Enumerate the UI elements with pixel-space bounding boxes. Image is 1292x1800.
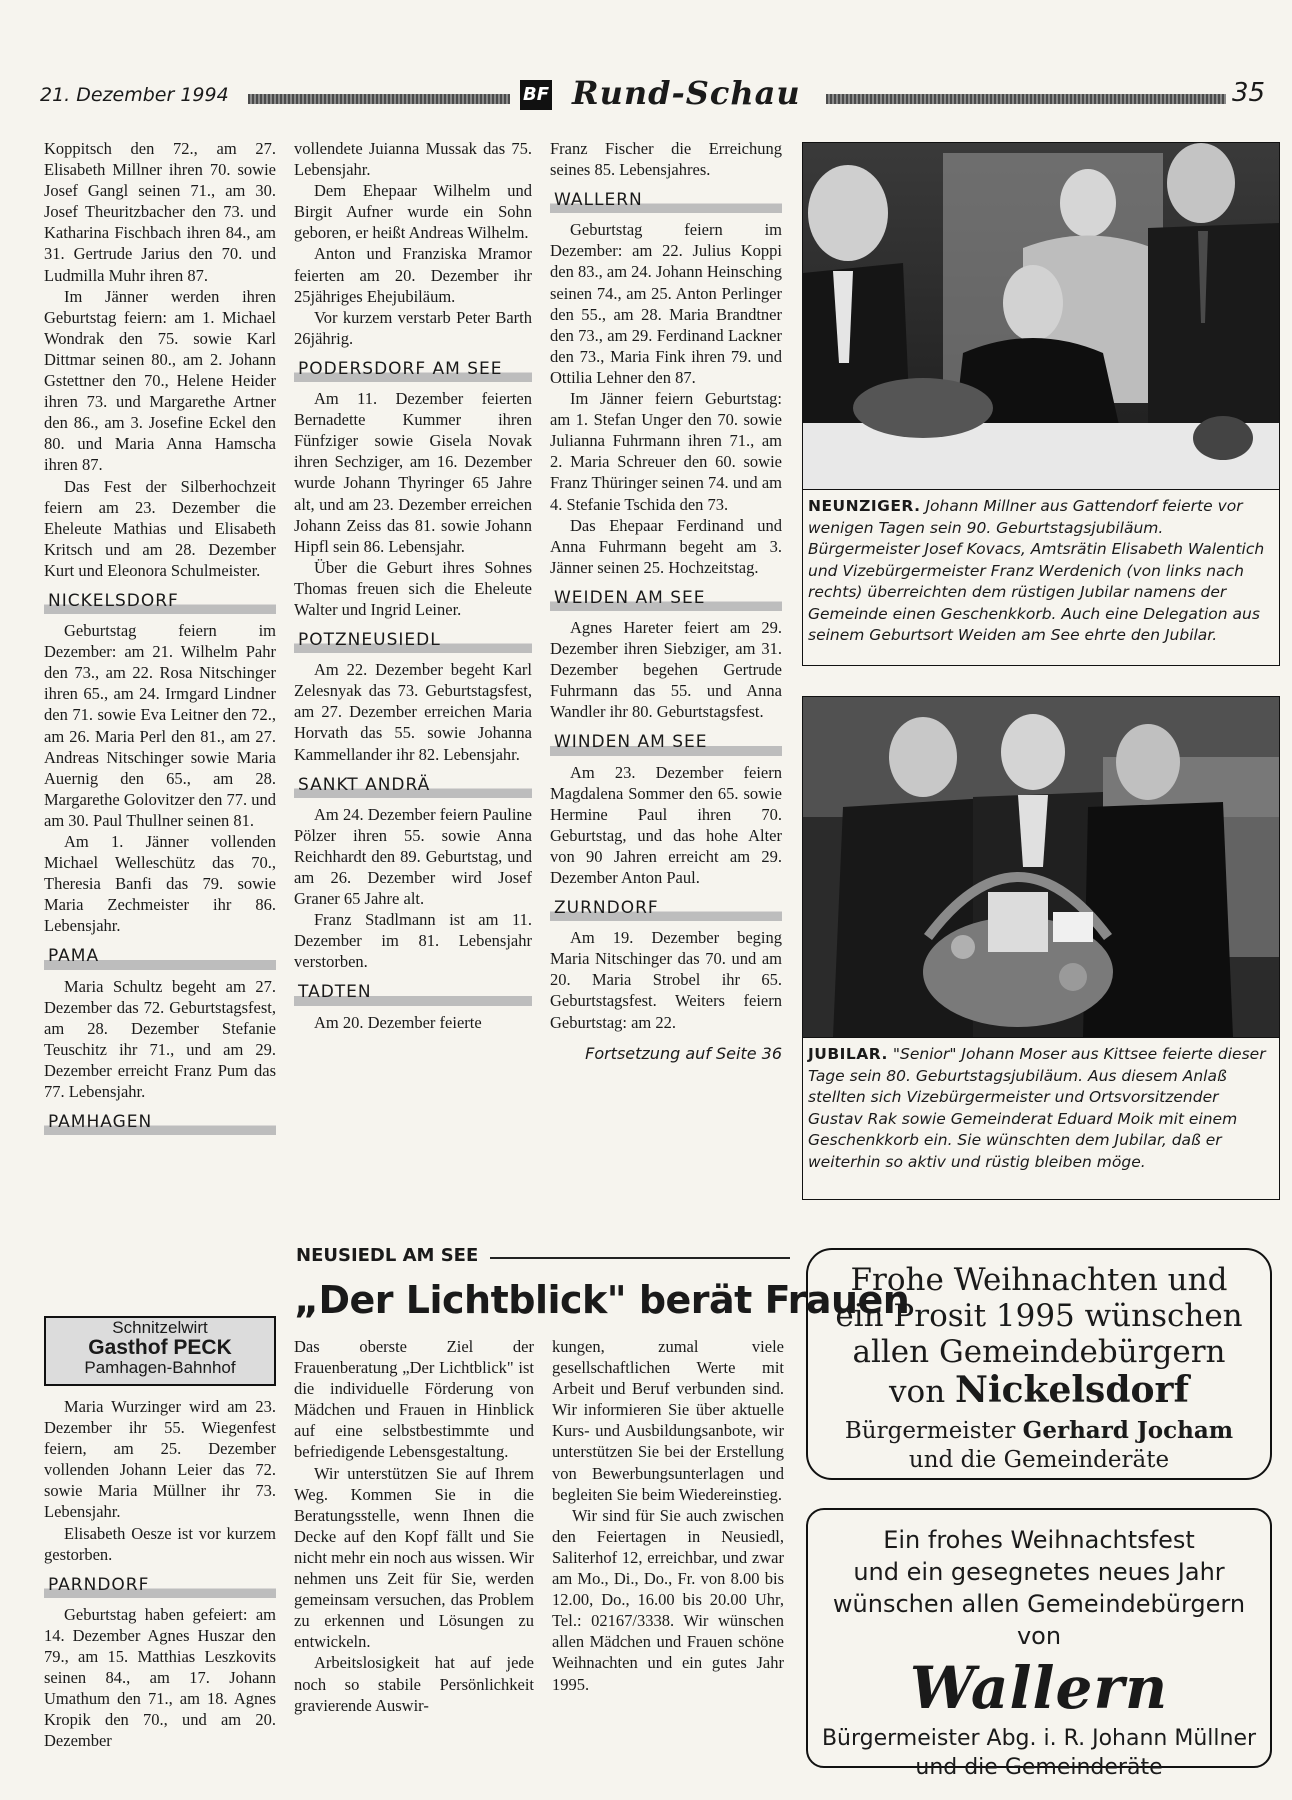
paragraph: Das Fest der Silberhochzeit feiern am 23. Dezember die Eheleute Mathias und Elisabeth Kritsch und am 28. Dezember Kurt und Eleonora Schulmeister. <box>44 476 276 580</box>
column-3 <box>550 138 782 1064</box>
paragraph: Arbeitslosigkeit hat auf jede noch so stabile Persönlichkeit gravierende Auswir- <box>294 1653 534 1715</box>
publication-logo: BF <box>520 80 552 110</box>
section-heading-weiden: WEIDEN AM SEE <box>550 586 782 611</box>
paragraph: Elisabeth Oesze ist vor kurzem gestorben. <box>44 1523 276 1564</box>
paragraph: Geburtstag feiern im Dezember: am 21. Wilhelm Pahr den 73., am 22. Rosa Nitschinger ihren 65., am 24. Irmgard Lindner den 71. sowie Eva Leitner den 72., am 26. Maria Perl den 81., am 27. Andreas Nitschinger sowie Maria Auernig den 65., am 28. Margarethe Golovitzer den 77. und am 30. Paul Thullner seinen 81. <box>44 621 276 830</box>
paragraph: Franz Stadlmann ist am 11. Dezember im 81. Lebensjahr verstorben. <box>294 910 532 972</box>
mayor-name: Gerhard Jocham <box>1022 1417 1234 1444</box>
kicker-rule <box>490 1257 790 1259</box>
paragraph: vollendete Juianna Mussak das 75. Lebensjahr. <box>294 139 532 180</box>
article-headline: „Der Lichtblick" berät Frauen <box>294 1278 910 1322</box>
caption-text: Johann Millner aus Gattendorf feierte vor wenigen Tagen sein 90. Geburtstagsjubiläum. Bürgermeister Josef Kovacs, Amtsrätin Elisabeth Walentich und Vizebürgermeister Franz Werdenich (von links nach rechts) überreichten dem rüstigen Jubilar namens der Gemeinde einen Geschenkkorb. Auch eine Delegation aus seinem Geburtsort Weiden am See ehrte den Jubilar. <box>808 497 1265 644</box>
publication-name: Rund-Schau <box>572 74 801 112</box>
photo-image <box>803 143 1279 489</box>
paragraph: Am 23. Dezember feiern Magdalena Sommer den 65. sowie Hermine Paul ihren 70. Geburtstag, und das hohe Alter von 90 Jahren erreicht am 29. Dezember Anton Paul. <box>550 762 782 887</box>
greeting-ad-nickelsdorf <box>806 1248 1272 1480</box>
caption-frame-2 <box>802 1036 1280 1200</box>
section-heading-pama: PAMA <box>44 944 276 969</box>
section-heading-nickelsdorf: NICKELSDORF <box>44 589 276 614</box>
paragraph: Im Jänner feiern Geburtstag: am 1. Stefan Unger den 70. sowie Julianna Fuhrmann ihren 71., am 2. Maria Schreuer den 60. sowie Franz Thüringer seinen 74. und am 4. Stefanie Tschida den 73. <box>550 389 782 514</box>
town-name: Nickelsdorf <box>955 1369 1189 1411</box>
greeting-line <box>808 1370 1270 1412</box>
ad-line: Schnitzelwirt <box>112 1318 208 1337</box>
section-heading-parndorf: PARNDORF <box>44 1573 276 1598</box>
issue-date: 21. Dezember 1994 <box>40 84 229 106</box>
section-heading-pamhagen: PAMHAGEN <box>44 1110 276 1135</box>
paragraph: Das oberste Ziel der Frauenberatung „Der Lichtblick" ist die individuelle Förderung von Mädchen und Frauen in Hinblick auf eine selbstbestimmte und befriedigende Lebensgestaltung. <box>294 1337 534 1462</box>
greeting-word: von <box>889 1374 946 1410</box>
photo-image <box>803 697 1279 1037</box>
paragraph: Wir unterstützen Sie auf Ihrem Weg. Kommen Sie in die Beratungsstelle, wenn Ihnen die Decke auf den Kopf fällt und Sie nicht mehr ein noch aus wissen. Wir nehmen uns Zeit für Sie, werden gemeinsam versuchen, das Problem zu erkennen und Lösungen zu entwickeln. <box>294 1463 534 1652</box>
paragraph: Agnes Hareter feiert am 29. Dezember ihren Siebziger, am 31. Dezember begehen Gertrude Fuhrmann das 55. und Anna Wandler ihr 80. Geburtstagsfest. <box>550 617 782 722</box>
column-1-continued <box>44 1396 276 1752</box>
greeting-line: allen Gemeindebürgern <box>852 1334 1226 1370</box>
paragraph: Maria Wurzinger wird am 23. Dezember ihr 55. Wiegenfest feiern, am 25. Dezember vollenden Johann Leier das 72. sowie Maria Müllner ihr 73. Lebensjahr. <box>44 1397 276 1522</box>
section-heading-podersdorf: PODERSDORF AM SEE <box>294 357 532 382</box>
continued-note: Fortsetzung auf Seite 36 <box>585 1043 782 1063</box>
paragraph: Dem Ehepaar Wilhelm und Birgit Aufner wurde ein Sohn geboren, er heißt Andreas Wilhelm. <box>294 181 532 243</box>
greeting-line: Frohe Weihnachten und <box>850 1262 1228 1298</box>
greeting-word: Bürgermeister <box>844 1418 1016 1444</box>
column-1 <box>44 138 276 1141</box>
caption-lead: NEUNZIGER. <box>808 497 921 515</box>
paragraph: Das Ehepaar Ferdinand und Anna Fuhrmann begeht am 3. Jänner seinen 25. Hochzeitstag. <box>550 515 782 577</box>
greeting-line: und die Gemeinderäte <box>908 1447 1170 1473</box>
section-heading-potzneusiedl: POTZNEUSIEDL <box>294 628 532 653</box>
greeting-line: Ein frohes Weihnachtsfest <box>883 1526 1195 1554</box>
greeting-line: Bürgermeister Abg. i. R. Johann Müllner <box>821 1726 1257 1751</box>
photo-birthday-90 <box>802 142 1280 490</box>
article-kicker: NEUSIEDL AM SEE <box>296 1245 479 1266</box>
paragraph: Wir sind für Sie auch zwischen den Feiertagen in Neusiedl, Saliterhof 12, erreichbar, und zwar am Mo., Di., Do., Fr. von 8.00 bis 12.00, Do., 16.00 bis 20.00 Uhr, Tel.: 02167/3338. Wir wünschen allen Mädchen und Frauen schöne Weihnachten und ein gutes Jahr 1995. <box>552 1505 784 1694</box>
section-heading-sankt-andrae: SANKT ANDRÄ <box>294 773 532 798</box>
page-number: 35 <box>1232 78 1266 108</box>
greeting-line: und die Gemeinderäte <box>915 1755 1163 1780</box>
section-heading-winden: WINDEN AM SEE <box>550 730 782 755</box>
paragraph: Über die Geburt ihres Sohnes Thomas freuen sich die Eheleute Walter und Ingrid Leiner. <box>294 557 532 619</box>
article-column-1 <box>294 1336 534 1716</box>
paragraph: Am 20. Dezember feierte <box>314 1012 482 1032</box>
paragraph: Am 19. Dezember beging Maria Nitschinger das 70. und am 20. Maria Strobel ihr 65. Geburtstagsfest. Weiters feiern Geburtstag: am 22. <box>550 928 782 1032</box>
greeting-line: ein Prosit 1995 wünschen <box>835 1298 1243 1334</box>
section-heading-tadten: TADTEN <box>294 980 532 1005</box>
section-heading-wallern: WALLERN <box>550 188 782 213</box>
paragraph: Vor kurzem verstarb Peter Barth 26jährig. <box>294 307 532 348</box>
greeting-line: wünschen allen Gemeindebürgern von <box>832 1590 1246 1650</box>
header-rule-left <box>248 94 510 104</box>
paragraph: Im Jänner werden ihren Geburtstag feiern: am 1. Michael Wondrak den 75. sowie Karl Dittmar seinen 80., am 2. Johann Gstettner den 70., Helene Heider ihren 73. und Margarethe Artner den 86., am 3. Josefine Eckel den 80. und Maria Anna Hamscha ihren 87. <box>44 286 276 475</box>
article-column-2 <box>552 1336 784 1695</box>
town-name-script: Wallern <box>909 1654 1169 1722</box>
ad-line: Gasthof PECK <box>88 1336 232 1359</box>
caption-lead: JUBILAR. <box>808 1045 888 1063</box>
greeting-line <box>808 1416 1270 1446</box>
paragraph: Am 1. Jänner vollenden Michael Welleschütz das 70., Theresia Banfi das 79. sowie Maria Zechmeister ihr 86. Lebensjahr. <box>44 832 276 936</box>
paragraph: Anton und Franziska Mramor feierten am 20. Dezember ihr 25jähriges Ehejubiläum. <box>294 244 532 306</box>
greeting-line: und ein gesegnetes neues Jahr <box>853 1558 1225 1586</box>
caption-text: "Senior" Johann Moser aus Kittsee feierte dieser Tage sein 80. Geburtstagsjubiläum. Aus diesem Anlaß stellten sich Vizebürgermeister und Ortsvorsitzender Gustav Rak sowie Gemeinderat Eduard Moik mit einem Geschenkkorb ein. Sie wünschten dem Jubilar, daß er weiterhin so aktiv und rüstig bleiben möge. <box>808 1045 1266 1171</box>
section-heading-zurndorf: ZURNDORF <box>550 896 782 921</box>
paragraph: Geburtstag feiern im Dezember: am 22. Julius Koppi den 83., am 24. Johann Heinsching seinen 74., am 25. Anton Perlinger den 55., am 28. Maria Brandtner den 73., am 29. Ferdinand Lackner den 73., Maria Fink ihren 79. und Ottilia Lehner den 87. <box>550 220 782 387</box>
paragraph: Am 11. Dezember feierten Bernadette Kummer ihren Fünfziger sowie Gisela Novak ihren Sechziger, am 16. Dezember wurde Johann Thyringer 65 Jahre alt, und am 23. Dezember erreichen Johann Zeiss das 81. sowie Johann Hipfl sein 86. Lebensjahr. <box>294 389 532 556</box>
header-rule-right <box>826 94 1226 104</box>
advertisement-gasthof-peck <box>44 1316 276 1386</box>
paragraph: kungen, zumal viele gesellschaftlichen Werte mit Arbeit und Beruf verbunden sind. Wir informieren Sie über aktuelle Kurs- und Ausbildungsanbote, wir unterstützen Sie bei der Erstellung von Bewerbungsunterlagen und begleiten Sie beim Wiedereinstieg. <box>552 1337 784 1504</box>
greeting-ad-wallern <box>806 1508 1272 1780</box>
column-2 <box>294 138 532 1033</box>
photo-birthday-80 <box>802 696 1280 1038</box>
paragraph: Geburtstag haben gefeiert: am 14. Dezember Agnes Huszar den 79., am 15. Matthias Leszkovits seinen 84., am 17. Johann Umathum den 71., am 18. Agnes Kropik den 70., und am 20. Dezember <box>44 1604 276 1751</box>
paragraph: Maria Schultz begeht am 27. Dezember das 72. Geburtstagsfest, am 28. Dezember Stefanie Teuschitz ihr 71., und am 29. Dezember erreicht Franz Pum das 77. Lebensjahr. <box>44 976 276 1102</box>
paragraph: Am 24. Dezember feiern Pauline Pölzer ihren 55. sowie Anna Reichhardt den 89. Geburtstag, und am 26. Dezember wird Josef Graner 65 Jahre alt. <box>294 804 532 909</box>
caption-frame-1 <box>802 490 1280 666</box>
paragraph: Franz Fischer die Erreichung seines 85. Lebensjahres. <box>550 139 782 180</box>
paragraph: Am 22. Dezember begeht Karl Zelesnyak das 73. Geburtstagsfest, am 27. Dezember erreichen Maria Horvath das 55. sowie Johanna Kammellander ihr 82. Lebensjahr. <box>294 660 532 764</box>
ad-line: Pamhagen-Bahnhof <box>84 1358 236 1377</box>
paragraph: Koppitsch den 72., am 27. Elisabeth Millner ihren 70. sowie Josef Gangl seinen 71., am 30. Josef Theuritzbacher den 73. und Katharina Fischbach ihren 84., am 31. Gertrude Jarius den 70. und Ludmilla Muhr ihren 87. <box>44 139 276 285</box>
